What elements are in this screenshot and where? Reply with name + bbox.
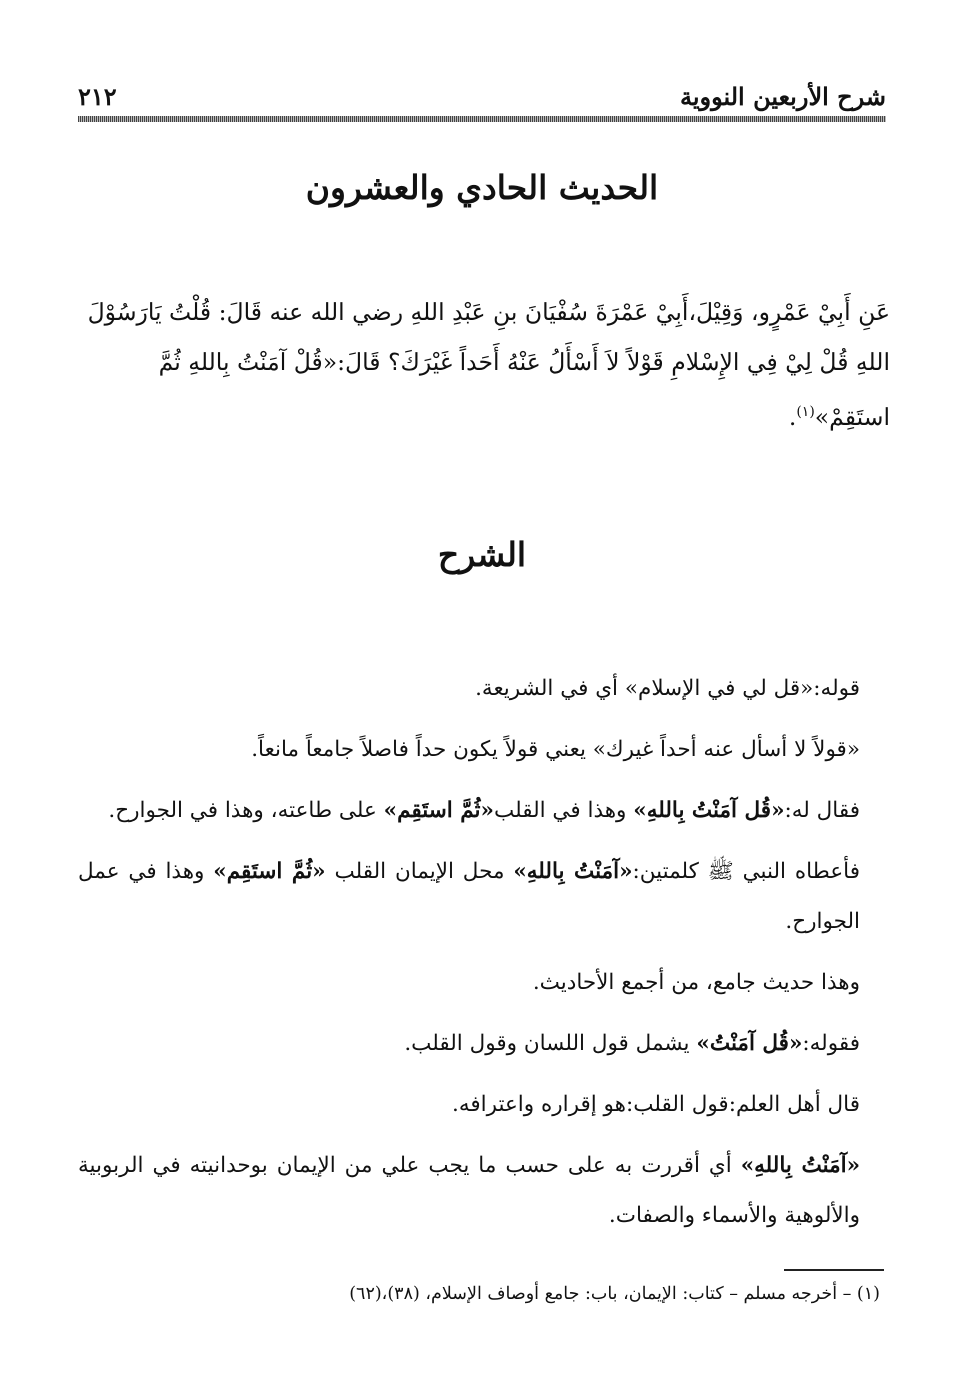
p3-quote-2: «ثُمَّ استَقِم» [383, 798, 494, 823]
footnote-rule [784, 1269, 884, 1271]
p6-text-b: يشمل قول اللسان وقول القلب. [404, 1031, 697, 1056]
commentary-paragraph-6 [78, 1019, 886, 1069]
hadith-line-1: عَنِ أَبِيْ عَمْرٍو، وَقِيْلَ،أَبِيْ عَمْرَةَ سُفْيَانَ بنِ عَبْدِ اللهِ رضي الله عنه قَالَ: قُلْتُ يَارَسُوْلَ [87, 298, 890, 326]
p3-quote-1: «قُل آمَنْتُ بِاللهِ» [633, 798, 785, 823]
commentary-paragraph-5: وهذا حديث جامع، من أجمع الأحاديث. [532, 970, 860, 995]
commentary-paragraph-8 [78, 1141, 886, 1241]
commentary-paragraph-3 [78, 786, 886, 836]
running-header [78, 82, 886, 118]
commentary-paragraph-7: قال أهل العلم:قول القلب:هو إقراره واعترافه. [452, 1092, 860, 1117]
header-rule [78, 116, 886, 122]
p4-quote-2: «ثُمَّ استَقِم» [213, 859, 326, 884]
p4-text-b: محل الإيمان القلب [325, 859, 514, 884]
hadith-text [74, 287, 890, 442]
page-number: ٢١٢ [78, 82, 117, 111]
footnote-reference: (١) [796, 404, 815, 420]
commentary-paragraph-1: قوله:«قل لي في الإسلام» أي في الشريعة. [475, 676, 860, 701]
hadith-line-3-text: استَقِمْ» [814, 402, 890, 431]
p4-text-c: وهذا في عمل الجوارح. [78, 859, 860, 934]
footnote: (١) – أخرجه مسلم – كتاب: الإيمان، باب: جامع أوصاف الإسلام، (٣٨)،(٦٢) [349, 1284, 880, 1304]
p4-quote-1: «آمَنْتُ بِاللهِ» [513, 859, 633, 884]
p4-text-a: فأعطاه النبي ﷺ كلمتين: [632, 859, 860, 884]
p3-text-b: وهذا في القلب [493, 798, 634, 823]
commentary-paragraph-2: «قولاً لا أسأل عنه أحداً غيرك» يعني قولاً يكون حداً فاصلاً جامعاً مانعاً. [251, 737, 860, 762]
p3-text-c: على طاعته، وهذا في الجوارح. [108, 798, 384, 823]
commentary-paragraph-4 [78, 847, 886, 947]
sharh-heading: الشرح [437, 535, 527, 574]
hadith-end-mark: . [788, 402, 797, 431]
hadith-line-2: اللهِ قُلْ لِيْ فِي الإِسْلامِ قَوْلاً لاَ أَسْأَلُ عَنْهُ أَحَداً غَيْرَكَ؟ قَالَ:«قُلْ آمَنْتُ بِاللهِ ثُمَّ [158, 348, 890, 376]
hadith-heading: الحديث الحادي والعشرون [305, 168, 659, 207]
p6-text-a: فقوله: [802, 1031, 860, 1056]
p8-quote: «آمَنْتُ بِاللهِ» [740, 1153, 861, 1178]
commentary [78, 664, 886, 1241]
hadith-line-3 [74, 387, 890, 442]
p3-text-a: فقال له: [784, 798, 860, 823]
book-title: شرح الأربعين النووية [679, 82, 886, 111]
p6-quote: «قُل آمَنْتُ» [696, 1031, 803, 1056]
p8-text: أي أقررت به على حسب ما يجب علي من الإيمان بوحدانيته في الربوبية والألوهية والأسماء والصفات. [78, 1153, 860, 1228]
